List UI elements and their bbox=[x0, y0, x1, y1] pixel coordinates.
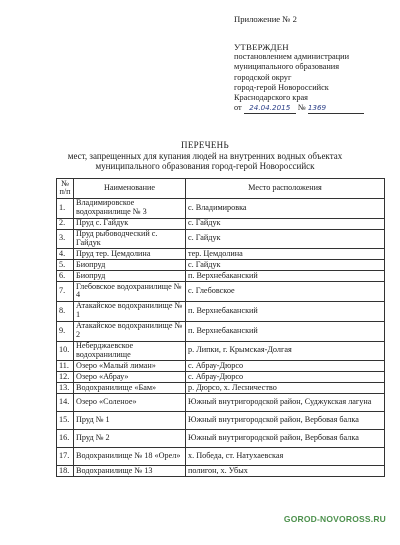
table-row bbox=[57, 260, 385, 271]
header-name: Наименование bbox=[74, 179, 186, 199]
row-location: Южный внутригородской район, Вербовая балка bbox=[186, 430, 385, 448]
table-row bbox=[57, 282, 385, 302]
table-row bbox=[57, 430, 385, 448]
header-location: Место расположения bbox=[186, 179, 385, 199]
row-location: полигон, х. Убых bbox=[186, 466, 385, 477]
row-name: Биопруд bbox=[74, 271, 186, 282]
table-row bbox=[57, 372, 385, 383]
table-body bbox=[57, 198, 385, 476]
row-location: Южный внутригородской район, Суджукская лагуна bbox=[186, 394, 385, 412]
document-title bbox=[20, 140, 390, 172]
appendix-label: Приложение № 2 bbox=[234, 14, 297, 24]
row-location: с. Гайдук bbox=[186, 218, 385, 229]
row-number: 7. bbox=[57, 282, 74, 302]
table-row bbox=[57, 321, 385, 341]
handwritten-number: 1369 bbox=[307, 103, 327, 113]
row-name: Водохранилище «Бам» bbox=[74, 383, 186, 394]
table-row bbox=[57, 448, 385, 466]
number-sign: № bbox=[297, 103, 306, 113]
row-location: р. Дюрсо, х. Лесничество bbox=[186, 383, 385, 394]
row-name: Глебовское водохранилище № 4 bbox=[74, 282, 186, 302]
row-location: р. Липки, г. Крымская-Долгая bbox=[186, 341, 385, 361]
row-location: с. Абрау-Дюрсо bbox=[186, 361, 385, 372]
table-row bbox=[57, 218, 385, 229]
row-name: Владимировское водохранилище № 3 bbox=[74, 198, 186, 218]
row-location: п. Верхнебаканский bbox=[186, 301, 385, 321]
row-location: с. Гайдук bbox=[186, 260, 385, 271]
row-name: Атакайское водохранилище № 2 bbox=[74, 321, 186, 341]
table-row bbox=[57, 198, 385, 218]
row-location: тер. Цемдолина bbox=[186, 249, 385, 260]
row-name: Биопруд bbox=[74, 260, 186, 271]
title-subline: мест, запрещенных для купания людей на внутренних водных объектах bbox=[67, 150, 343, 161]
row-name: Атакайское водохранилище № 1 bbox=[74, 301, 186, 321]
row-number: 14. bbox=[57, 394, 74, 412]
row-name: Пруд № 2 bbox=[74, 430, 186, 448]
approval-line: город-герой Новороссийск bbox=[234, 82, 329, 92]
date-field bbox=[244, 103, 296, 114]
table-header-row bbox=[57, 179, 385, 199]
row-number: 18. bbox=[57, 466, 74, 477]
row-number: 15. bbox=[57, 412, 74, 430]
row-number: 17. bbox=[57, 448, 74, 466]
row-location: Южный внутригородской район, Вербовая балка bbox=[186, 412, 385, 430]
number-field bbox=[308, 103, 364, 114]
row-location: с. Гайдук bbox=[186, 229, 385, 249]
row-name: Пруд рыбоводческий с. Гайдук bbox=[74, 229, 186, 249]
row-number: 16. bbox=[57, 430, 74, 448]
approval-line: муниципального образования bbox=[234, 62, 340, 72]
header-number: № п/п bbox=[57, 179, 74, 199]
row-name: Неберджаевское водохранилище bbox=[74, 341, 186, 361]
watermark-text: GOROD-NOVOROSS.RU bbox=[283, 514, 386, 524]
row-name: Пруд с. Гайдук bbox=[74, 218, 186, 229]
row-location: п. Верхнебаканский bbox=[186, 271, 385, 282]
row-number: 8. bbox=[57, 301, 74, 321]
approval-line: Краснодарского края bbox=[234, 93, 308, 103]
row-location: п. Верхнебаканский bbox=[186, 321, 385, 341]
row-name: Пруд тер. Цемдолина bbox=[74, 249, 186, 260]
title-subline: муниципального образования город-герой Новороссийск bbox=[95, 161, 315, 171]
row-name: Озеро «Абрау» bbox=[74, 372, 186, 383]
row-number: 4. bbox=[57, 249, 74, 260]
approval-line: городской округ bbox=[234, 72, 292, 82]
from-label: от bbox=[234, 103, 242, 113]
row-location: с. Владимировка bbox=[186, 198, 385, 218]
row-location: с. Глебовское bbox=[186, 282, 385, 302]
row-number: 3. bbox=[57, 229, 74, 249]
table-row bbox=[57, 383, 385, 394]
row-name: Пруд № 1 bbox=[74, 412, 186, 430]
row-location: х. Победа, ст. Натухаевская bbox=[186, 448, 385, 466]
row-number: 11. bbox=[57, 361, 74, 372]
row-number: 9. bbox=[57, 321, 74, 341]
table-row bbox=[57, 249, 385, 260]
approval-block bbox=[234, 42, 394, 114]
locations-table bbox=[56, 178, 385, 477]
row-number: 6. bbox=[57, 271, 74, 282]
row-number: 12. bbox=[57, 372, 74, 383]
row-name: Водохранилище № 13 bbox=[74, 466, 186, 477]
title-heading: ПЕРЕЧЕНЬ bbox=[181, 140, 229, 150]
row-number: 2. bbox=[57, 218, 74, 229]
row-location: с. Абрау-Дюрсо bbox=[186, 372, 385, 383]
row-name: Озеро «Соленое» bbox=[74, 394, 186, 412]
row-number: 1. bbox=[57, 198, 74, 218]
approval-line: постановлением администрации bbox=[234, 52, 350, 62]
table-row bbox=[57, 412, 385, 430]
row-name: Водохранилище № 18 «Орел» bbox=[74, 448, 186, 466]
table-row bbox=[57, 341, 385, 361]
table-row bbox=[57, 271, 385, 282]
approval-heading: УТВЕРЖДЕН bbox=[234, 42, 289, 52]
table-row bbox=[57, 394, 385, 412]
table-row bbox=[57, 301, 385, 321]
row-number: 13. bbox=[57, 383, 74, 394]
row-name: Озеро «Малый лиман» bbox=[74, 361, 186, 372]
table-row bbox=[57, 229, 385, 249]
row-number: 10. bbox=[57, 341, 74, 361]
handwritten-date: 24.04.2015 bbox=[249, 103, 291, 113]
table-row bbox=[57, 361, 385, 372]
row-number: 5. bbox=[57, 260, 74, 271]
table-row bbox=[57, 466, 385, 477]
date-number-line bbox=[234, 103, 394, 114]
